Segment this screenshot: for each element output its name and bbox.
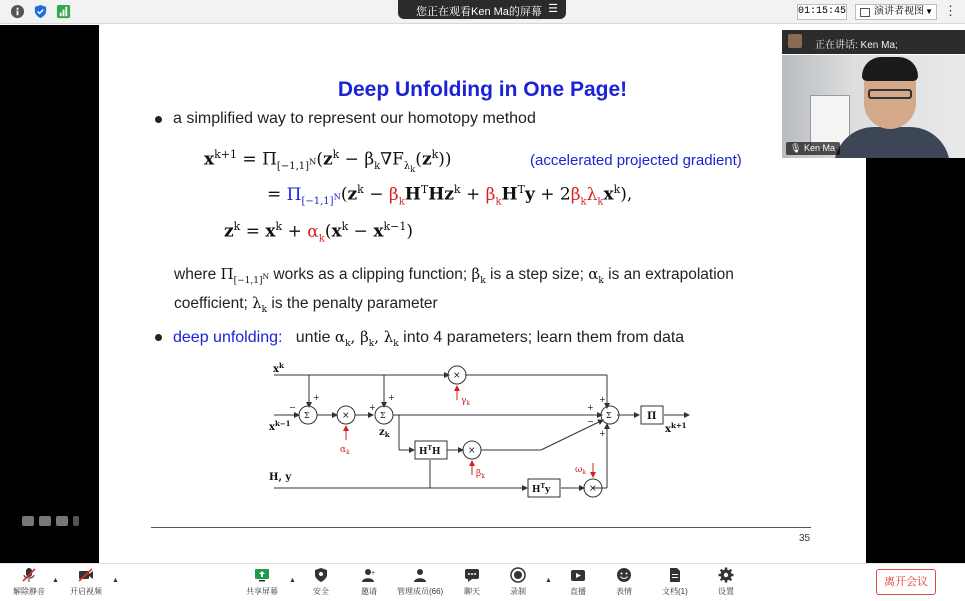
security-label: 安全 [313,587,329,596]
share-banner-text: 您正在观看Ken Ma的屏幕 [416,6,542,18]
svg-text:+: + [587,403,594,412]
signal-icon[interactable] [56,4,71,19]
more-icon[interactable]: ⋮ [944,3,957,18]
mute-label: 解除静音 [13,587,45,596]
svg-text:×: × [468,446,476,456]
mute-button[interactable] [13,567,45,597]
view-mode-button[interactable] [855,4,937,20]
documents-label: 文档(1) [662,587,688,596]
page-number: 35 [799,533,811,544]
shared-slide [99,30,866,563]
bullet-2-label: deep unfolding: [173,329,283,346]
grid-icon[interactable] [22,516,34,526]
svg-text:+: + [313,393,320,402]
svg-text:HTy: $H^Ty$ [532,483,551,495]
where-text-2b: is the penalty parameter [267,295,438,312]
record-label: 录制 [510,587,526,596]
svg-text:xk: $x^k$ [273,361,284,375]
where-text-1b: works as a clipping function; [269,266,472,283]
video-label: 开启视频 [70,587,102,596]
share-banner [398,0,566,19]
invite-label: 邀请 [361,587,377,596]
top-bar [0,0,965,24]
live-label: 直播 [570,587,586,596]
meeting-timer: 01:15:45 [797,4,847,20]
mic-icon: 🎙 [790,143,802,153]
svg-text:xk+1: $x^{k+1}$ [665,421,687,435]
leave-meeting-button[interactable]: 离开会议 [876,569,936,595]
unfolding-block-diagram [269,360,699,500]
bullet-dot [155,334,162,341]
svg-text:βk: $\beta_k$ [476,469,485,480]
bullet-dot [155,116,162,123]
chevron-up-icon[interactable]: ▲ [289,577,296,584]
video-person-glasses [868,89,912,99]
svg-text:+: + [371,570,376,577]
bullet-1 [173,110,536,128]
menu-icon[interactable]: ☰ [548,3,558,15]
equation-line-3: $z^k = x^k + \alpha_k(x^k - x^{k-1})$ [224,220,413,245]
live-icon [570,567,586,583]
where-text-1c: is a step size; [485,266,589,283]
bullet-2-text-a: untie [295,329,335,346]
shield-icon [313,567,329,583]
comment-icon[interactable] [56,516,68,526]
share-screen-button[interactable] [246,567,278,597]
reactions-button[interactable] [616,567,632,597]
settings-button[interactable] [718,567,734,597]
members-button[interactable] [397,567,443,597]
invite-button[interactable] [361,567,377,597]
record-button[interactable] [510,567,526,597]
left-margin [0,25,99,563]
footer-rule [151,527,811,528]
share-screen-icon [254,567,270,583]
video-off-icon [78,567,94,583]
share-screen-label: 共享屏幕 [246,587,278,596]
active-speaker-header [782,30,965,54]
meeting-toolbar [0,563,965,601]
svg-text:×: × [589,484,597,494]
video-button[interactable] [70,567,102,597]
speaker-view-icon [860,8,870,17]
slide-title: Deep Unfolding in One Page! [337,78,628,101]
speaker-name: Ken Ma [803,143,835,153]
svg-text:H, y: H, y [269,472,292,483]
avatar [788,34,802,48]
svg-text:+: + [388,393,395,402]
svg-text:xk−1: $x^{k-1}$ [269,419,291,433]
svg-text:−: − [289,403,296,412]
emoji-icon [616,567,632,583]
bullet-2-text-b: into 4 parameters; learn them from data [398,329,685,346]
reactions-label: 表情 [616,587,632,596]
where-text-2a: coefficient; [174,295,253,312]
where-explanation: where $\Pi_{[-1,1]^N}$ works as a clipping function; $\beta_k$ is a step size; $\alpha_k$ is an extrapolation coefficient; $\lambda_k$ is the penalty parameter [174,265,734,315]
chevron-up-icon[interactable]: ▲ [52,577,59,584]
svg-text:+: + [599,429,606,438]
svg-text:×: × [342,411,350,421]
speaker-video[interactable] [782,55,965,158]
document-icon [667,567,683,583]
svg-text:γk: $\gamma_k$ [461,396,471,407]
chevron-down-icon: ▼ [925,7,933,16]
equation-line-2: = $\Pi_{[-1,1]^N}(z^k - \beta_kH^THz^k + \beta_kH^Ty + 2\beta_k\lambda_kx^k)$, [267,183,633,208]
chevron-up-icon[interactable]: ▲ [112,577,119,584]
security-button[interactable] [313,567,329,597]
bullet-1-text: a simplified way to represent our homotopy method [173,110,536,127]
documents-button[interactable] [662,567,688,597]
svg-text:Σ: Σ [606,411,612,420]
info-icon[interactable] [10,4,25,19]
live-button[interactable] [570,567,586,597]
speaking-label: 正在讲话: Ken Ma; [815,40,898,51]
shield-icon[interactable] [33,4,48,19]
record-icon [510,567,526,583]
mic-muted-icon [21,567,37,583]
where-text-1d: is an extrapolation [603,266,734,283]
speaker-name-tag [786,142,840,155]
bullet-2: deep unfolding: untie $\alpha_k$, $\beta_k$, $\lambda_k$ into 4 parameters; learn them from data [173,328,684,349]
view-mode-label: 演讲者视图 [874,6,924,17]
users-icon [412,567,428,583]
svg-text:+: + [599,395,606,404]
add-user-icon [361,567,377,583]
svg-text:αk: $\alpha_k$ [340,445,350,456]
svg-text:+: + [369,403,376,412]
emoji-icon[interactable] [39,516,51,526]
svg-text:zk: $z_k$ [379,427,390,439]
annotation-tools[interactable] [22,513,84,531]
chevron-up-icon[interactable]: ▲ [545,577,552,584]
members-label: 管理成员(66) [397,587,444,596]
settings-label: 设置 [718,587,734,596]
svg-text:Σ: Σ [380,411,386,420]
equation-line-1: $x^{k+1} = \Pi_{[-1,1]^N}(z^k - \beta_k\nabla F_{\lambda_k}(z^k))$ [204,148,452,175]
svg-text:−: − [587,417,594,426]
svg-text:Π: Π [647,411,657,422]
svg-text:HTH: $H^TH$ [419,445,441,457]
equation-note: (accelerated projected gradient) [530,152,742,169]
collapse-icon[interactable] [73,516,79,526]
video-person-hair [862,57,918,81]
svg-text:×: × [453,371,461,381]
svg-text:ωk: $\omega_k$ [575,465,586,476]
chat-icon [464,567,480,583]
chat-button[interactable] [464,567,480,597]
gear-icon [718,567,734,583]
chat-label: 聊天 [464,587,480,596]
svg-text:Σ: Σ [304,411,310,420]
where-text-1a: where [174,266,221,283]
right-margin [866,158,965,563]
